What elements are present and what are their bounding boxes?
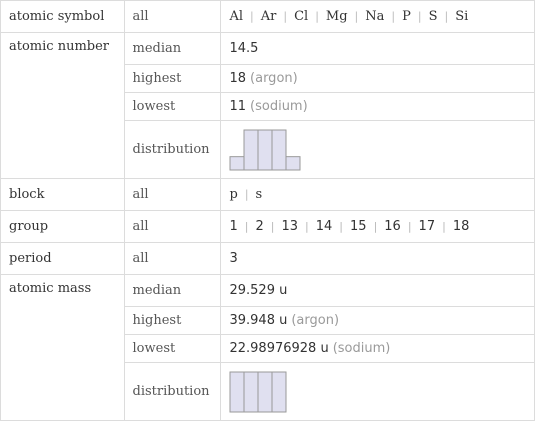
list-item: Mg bbox=[325, 9, 348, 24]
histogram-bar bbox=[244, 130, 258, 170]
list-item: 15 bbox=[350, 219, 367, 234]
histogram-bar bbox=[258, 130, 272, 170]
lowest-note: (sodium) bbox=[250, 99, 308, 114]
histogram-bar bbox=[272, 130, 286, 170]
list-item: 16 bbox=[384, 219, 401, 234]
separator: | bbox=[244, 220, 249, 233]
list-item: Na bbox=[365, 9, 385, 24]
atomic-mass-histogram bbox=[229, 370, 309, 414]
value-cell bbox=[221, 33, 535, 65]
list-item: 18 bbox=[452, 219, 470, 234]
row-sublabel: median bbox=[124, 275, 221, 307]
value-cell bbox=[221, 65, 535, 93]
highest-value: 39.948 u bbox=[229, 313, 288, 328]
separator: | bbox=[339, 220, 344, 233]
separator: | bbox=[244, 188, 249, 201]
value-cell bbox=[221, 275, 535, 307]
list-item: 13 bbox=[281, 219, 299, 234]
separator: | bbox=[442, 220, 446, 233]
row-sublabel: lowest bbox=[124, 335, 221, 363]
row-sublabel: highest bbox=[124, 307, 221, 335]
row-label: block bbox=[1, 179, 125, 211]
histogram-bar bbox=[230, 372, 244, 412]
list-item: 1 bbox=[229, 219, 238, 234]
row-sublabel: lowest bbox=[124, 93, 221, 121]
group-list bbox=[221, 211, 535, 243]
block-list bbox=[221, 179, 535, 211]
row-sublabel: highest bbox=[124, 65, 221, 93]
value-cell bbox=[221, 363, 535, 421]
lowest-note: (sodium) bbox=[332, 341, 391, 356]
value-cell bbox=[221, 307, 535, 335]
list-item: P bbox=[402, 9, 411, 24]
row-sublabel: median bbox=[124, 33, 221, 65]
separator: | bbox=[283, 10, 288, 23]
histogram-bar bbox=[286, 156, 300, 169]
histogram-bar bbox=[244, 372, 258, 412]
histogram-bar bbox=[230, 156, 244, 169]
list-item: Si bbox=[455, 9, 469, 24]
separator: | bbox=[444, 10, 449, 23]
list-item: s bbox=[255, 187, 263, 202]
table-row-atomic-mass-median bbox=[1, 275, 535, 307]
table-row-atomic-symbol bbox=[1, 1, 535, 33]
value-cell bbox=[221, 93, 535, 121]
list-item: Cl bbox=[294, 9, 309, 24]
list-item: Ar bbox=[260, 9, 277, 24]
list-item: p bbox=[229, 187, 238, 202]
row-sublabel: all bbox=[124, 179, 221, 211]
row-sublabel: distribution bbox=[124, 121, 221, 179]
lowest-value: 11 bbox=[229, 99, 247, 114]
median-value: 14.5 bbox=[229, 41, 259, 56]
symbol-list bbox=[221, 1, 535, 33]
median-value: 29.529 u bbox=[229, 283, 288, 298]
list-item: 14 bbox=[315, 219, 333, 234]
separator: | bbox=[407, 220, 412, 233]
list-item: S bbox=[428, 9, 438, 24]
value-cell bbox=[221, 121, 535, 179]
row-sublabel: all bbox=[124, 1, 221, 33]
separator: | bbox=[270, 220, 275, 233]
list-item: Al bbox=[229, 9, 244, 24]
highest-note: (argon) bbox=[250, 71, 298, 86]
separator: | bbox=[315, 10, 319, 23]
list-item: 2 bbox=[255, 219, 264, 234]
histogram-bar bbox=[258, 372, 272, 412]
row-label: period bbox=[1, 243, 125, 275]
separator: | bbox=[391, 10, 396, 23]
separator: | bbox=[250, 10, 254, 23]
row-label: group bbox=[1, 211, 125, 243]
table-row-block bbox=[1, 179, 535, 211]
highest-value: 18 bbox=[229, 71, 247, 86]
row-sublabel: distribution bbox=[124, 363, 221, 421]
lowest-value: 22.98976928 u bbox=[229, 341, 329, 356]
separator: | bbox=[305, 220, 309, 233]
highest-note: (argon) bbox=[291, 313, 340, 328]
period-value: 3 bbox=[221, 243, 535, 275]
row-label: atomic mass bbox=[1, 275, 125, 421]
value-cell bbox=[221, 335, 535, 363]
separator: | bbox=[417, 10, 422, 23]
list-item: 17 bbox=[418, 219, 436, 234]
separator: | bbox=[354, 10, 359, 23]
histogram-bar bbox=[272, 372, 286, 412]
separator: | bbox=[373, 220, 378, 233]
table-row-period bbox=[1, 243, 535, 275]
row-label: atomic symbol bbox=[1, 1, 125, 33]
row-label: atomic number bbox=[1, 33, 125, 179]
table-row-atomic-number-median bbox=[1, 33, 535, 65]
row-sublabel: all bbox=[124, 243, 221, 275]
table-row-group bbox=[1, 211, 535, 243]
atomic-number-histogram bbox=[229, 128, 309, 172]
row-sublabel: all bbox=[124, 211, 221, 243]
